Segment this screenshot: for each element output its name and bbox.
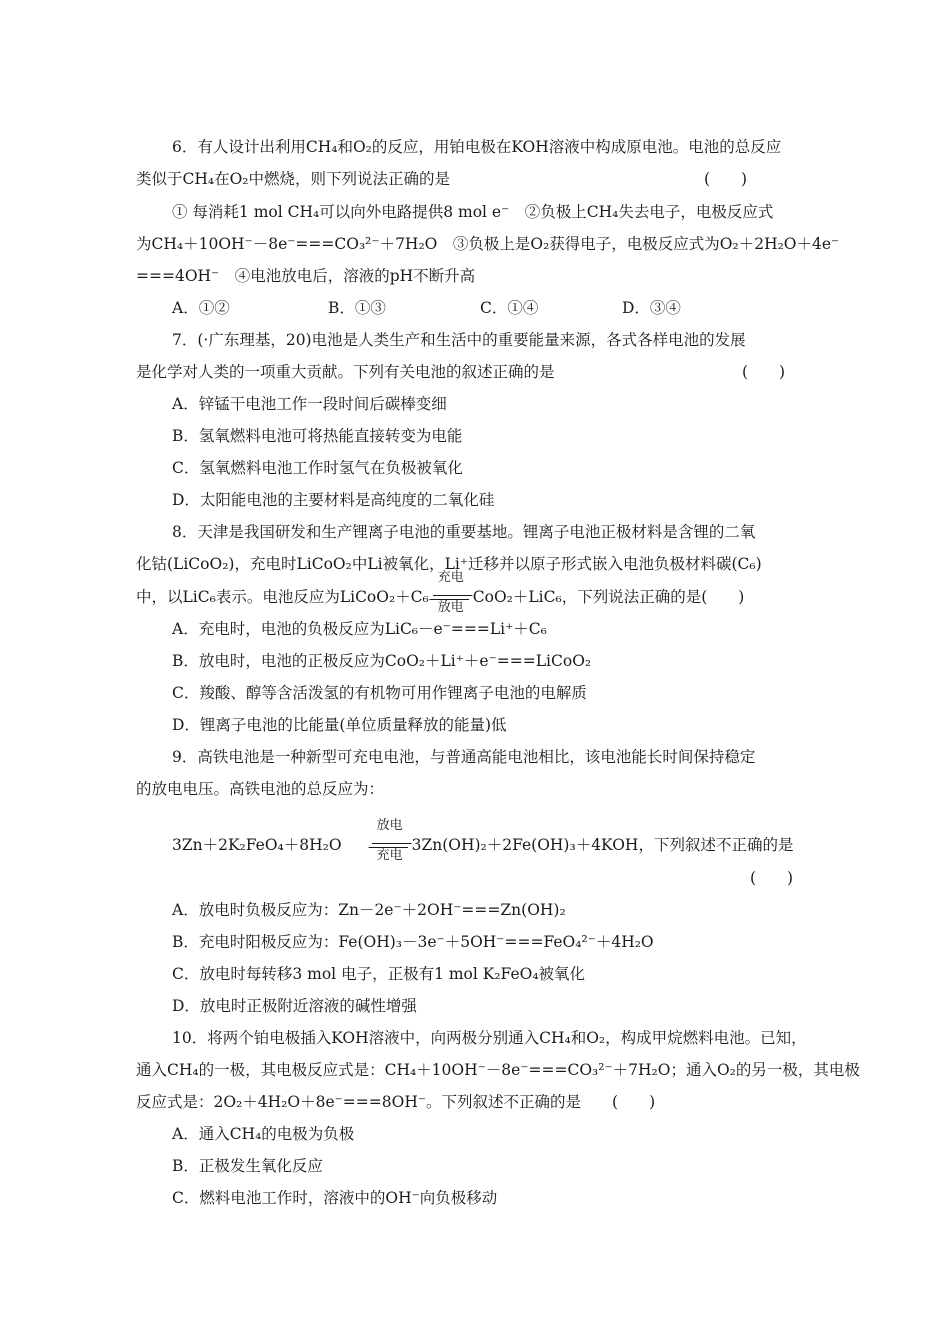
q6-option-c: C．①④ [480, 299, 539, 317]
q10-line-3: 反应式是：2O₂＋4H₂O＋8e⁻===8OH⁻。下列叙述不正确的是 ( ) [136, 1093, 656, 1111]
q9-option-c: C．放电时每转移3 mol 电子，正极有1 mol K₂FeO₄被氧化 [172, 965, 586, 983]
q10-option-b: B．正极发生氧化反应 [172, 1157, 323, 1175]
q10-line-2: 通入CH₄的一极，其电极反应式是：CH₄＋10OH⁻－8e⁻===CO₃²⁻＋7H₂O；通入O₂的另一极，其电极 [136, 1061, 860, 1079]
reversible-arrow-icon [370, 818, 410, 863]
q6-option-d: D．③④ [622, 299, 681, 317]
q8-line-2: 化钴(LiCoO₂)，充电时LiCoO₂中Li被氧化，Li⁺迁移并以原子形式嵌入电池负极材料碳(C₆) [136, 555, 762, 573]
q9-answer-paren: ( ) [750, 869, 794, 887]
q8-option-c: C．羧酸、醇等含活泼氢的有机物可用作锂离子电池的电解质 [172, 684, 587, 702]
q7-option-b: B．氢氧燃料电池可将热能直接转变为电能 [172, 427, 463, 445]
q8-option-b: B．放电时，电池的正极反应为CoO₂＋Li⁺＋e⁻===LiCoO₂ [172, 652, 592, 670]
q9-equation [172, 818, 794, 863]
q7-answer-paren: ( ) [742, 363, 786, 381]
q8-line-1: 8．天津是我国研发和生产锂离子电池的重要基地。锂离子电池正极材料是含锂的二氧 [172, 523, 756, 541]
q9-line-1: 9．高铁电池是一种新型可充电电池，与普通高能电池相比，该电池能长时间保持稳定 [172, 748, 756, 766]
q6-line-4: 为CH₄＋10OH⁻－8e⁻===CO₃²⁻＋7H₂O ③负极上是O₂获得电子，电极反应式为O₂＋2H₂O＋4e⁻ [136, 235, 840, 253]
q7-line-2: 是化学对人类的一项重大贡献。下列有关电池的叙述正确的是 [136, 363, 555, 381]
q6-answer-paren: ( ) [704, 170, 748, 188]
q10-line-1: 10．将两个铂电极插入KOH溶液中，向两极分别通入CH₄和O₂，构成甲烷燃料电池。已知， [172, 1029, 807, 1047]
q7-option-a: A．锌锰干电池工作一段时间后碳棒变细 [172, 395, 447, 413]
q7-option-c: C．氢氧燃料电池工作时氢气在负极被氧化 [172, 459, 463, 477]
q7-line-1: 7．(·广东理基，20)电池是人类生产和生活中的重要能量来源，各式各样电池的发展 [172, 331, 746, 349]
q9-equation-left: 3Zn＋2K₂FeO₄＋8H₂O [172, 836, 342, 854]
q9-option-d: D．放电时正极附近溶液的碱性增强 [172, 997, 417, 1015]
q8-option-d: D．锂离子电池的比能量(单位质量释放的能量)低 [172, 716, 507, 734]
arrow-label-bottom: 充电 [376, 848, 403, 863]
q9-line-2: 的放电电压。高铁电池的总反应为： [136, 780, 385, 798]
reversible-arrow-icon [431, 570, 471, 615]
q9-option-b: B．充电时阳极反应为：Fe(OH)₃－3e⁻＋5OH⁻===FeO₄²⁻＋4H₂O [172, 933, 654, 951]
q8-equation-right: CoO₂＋LiC₆，下列说法正确的是( ) [472, 588, 745, 606]
q6-line-5: ===4OH⁻ ④电池放电后，溶液的pH不断升高 [136, 267, 476, 285]
q6-line-2: 类似于CH₄在O₂中燃烧，则下列说法正确的是 [136, 170, 451, 188]
q9-equation-right: 3Zn(OH)₂＋2Fe(OH)₃＋4KOH，下列叙述不正确的是 [411, 836, 794, 854]
q9-option-a: A．放电时负极反应为：Zn－2e⁻＋2OH⁻===Zn(OH)₂ [172, 901, 566, 919]
arrow-label-top: 放电 [376, 818, 403, 833]
arrow-label-bottom: 放电 [437, 600, 464, 615]
q6-option-a: A．①② [172, 299, 230, 317]
q6-option-b: B．①③ [328, 299, 386, 317]
q6-line-1: 6．有人设计出利用CH₄和O₂的反应，用铂电极在KOH溶液中构成原电池。电池的总反应 [172, 138, 782, 156]
arrow-label-top: 充电 [437, 570, 464, 585]
q10-option-c: C．燃料电池工作时，溶液中的OH⁻向负极移动 [172, 1189, 498, 1207]
q8-line-3 [136, 570, 745, 615]
q6-line-3: ① 每消耗1 mol CH₄可以向外电路提供8 mol e⁻ ②负极上CH₄失去电子，电极反应式 [172, 203, 774, 221]
q8-option-a: A．充电时，电池的负极反应为LiC₆－e⁻===Li⁺＋C₆ [172, 620, 547, 638]
q10-option-a: A．通入CH₄的电极为负极 [172, 1125, 355, 1143]
q7-option-d: D．太阳能电池的主要材料是高纯度的二氧化硅 [172, 491, 495, 509]
q8-equation-left: 中，以LiC₆表示。电池反应为LiCoO₂＋C₆ [136, 588, 429, 606]
